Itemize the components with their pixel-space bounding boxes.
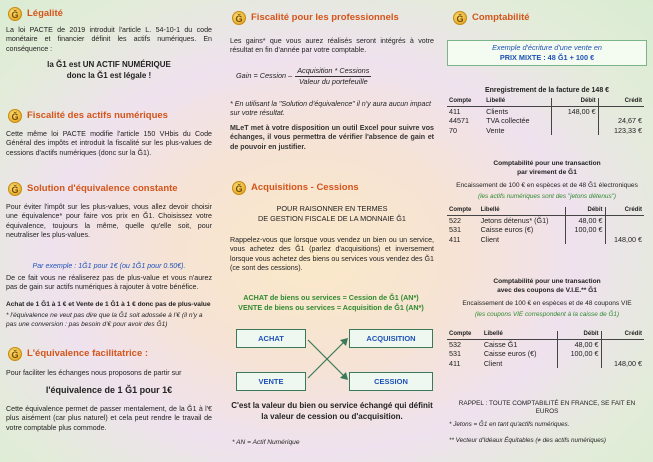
vente-box: VENTE bbox=[236, 372, 306, 391]
solution-example: Par exemple : 1Ğ1 pour 1€ (ou 1Ğ1 pour 0.50€). bbox=[32, 262, 186, 270]
pro-text: Les gains* que vous aurez réalisés seront intégrés à votre résultat en fin d'année par votre comptable. bbox=[230, 37, 434, 55]
pro-heading: Ğ Fiscalité pour les professionnels bbox=[232, 11, 399, 25]
solution-achat: Achat de 1 Ğ1 à 1 € et Vente de 1 Ğ1 à 1 € donc pas de plus-value bbox=[6, 301, 211, 308]
t1-table: Compte Libellé Débit Crédit 411 Clients 148,00 € 44571 TVA collectée 24,67 € 70 Vente 123,33 € bbox=[449, 98, 642, 135]
t1-title: Enregistrement de la facture de 148 € bbox=[484, 87, 610, 94]
g1-coin-icon: Ğ bbox=[8, 347, 22, 361]
column-right bbox=[447, 0, 649, 462]
achat-box: ACHAT bbox=[236, 329, 306, 348]
g1-coin-icon: Ğ bbox=[8, 7, 22, 21]
table-row: 411 Client 148,00 € bbox=[449, 234, 642, 244]
compta-heading: Ğ Comptabilité bbox=[453, 11, 530, 25]
column-left bbox=[6, 0, 214, 462]
legalite-text: La loi PACTE de 2019 introduit l'article L. 54-10-1 du code monétaire et financier définit les actifs numériques. En conséquence : bbox=[6, 26, 212, 53]
rappel-text: RAPPEL : TOUTE COMPTABILITÉ EN FRANCE, SE FAIT EN EUROS bbox=[458, 400, 636, 416]
table-row: 531 Caisse euros (€) 100,00 € bbox=[447, 225, 644, 235]
acq-rules: ACHAT de biens ou services = Cession de Ğ1 (AN*) VENTE de biens ou services = Acquisition de Ğ1 (AN*) bbox=[238, 293, 424, 313]
pro-note: * En utilisant la "Solution d'équivalence" il n'y aura aucun impact sur votre résultat. bbox=[230, 100, 431, 118]
legalite-conclusion: la Ğ1 est UN ACTIF NUMÉRIQUE donc la Ğ1 est légale ! bbox=[47, 60, 171, 81]
gain-formula: Gain = Cession – $\frac{\text{Acquisition * Cessions}}{\text{Valeur du portefeuille}}$ bbox=[236, 66, 370, 86]
acq-heading: Ğ Acquisitions - Cessions bbox=[232, 181, 359, 195]
table-row: 411 Client 148,00 € bbox=[449, 358, 642, 368]
t2-note: (les actifs numériques sont des "jetons détenus") bbox=[477, 193, 617, 200]
t3-table: Compte Libellé Débit Crédit 532 Caisse Ğ1 48,00 € 531 Caisse euros (€) 100,00 € 411 Client 148,00 € bbox=[449, 331, 642, 368]
fiscalite-text: Cette même loi PACTE modifie l'article 150 VHbis du Code Général des impôts et introduit la fiscalité sur les plus-values de cessions d'actifs numériques (donc sur la Ğ1). bbox=[6, 130, 212, 157]
table-row: 44571 TVA collectée 24,67 € bbox=[449, 116, 642, 126]
facil-text: Pour faciliter les échanges nous proposons de partir sur bbox=[6, 369, 182, 377]
t2-title: Comptabilité pour une transaction par virement de Ğ1 bbox=[493, 160, 601, 176]
t2-table: Compte Libellé Débit Crédit 522 Jetons détenus* (Ğ1) 48,00 € 531 Caisse euros (€) 100,00 € 411 Client 148,00 € bbox=[449, 207, 642, 244]
facil-equiv: l'équivalence de 1 Ğ1 pour 1€ bbox=[45, 385, 173, 395]
t2-text: Encaissement de 100 € en espèces et de 48 Ğ1 électroniques bbox=[456, 182, 638, 189]
acquisition-box: ACQUISITION bbox=[349, 329, 433, 348]
table-row: 532 Caisse Ğ1 48,00 € bbox=[447, 339, 644, 349]
facil-text2: Cette équivalence permet de passer mentalement, de la Ğ1 à l'€ plus aisément (car plus naturel) et cela peut rendre le travail de votre comptable plus commode. bbox=[6, 405, 212, 432]
footnote-vie: ** Vecteur d'Idéaux Équitables (≠ des actifs numériques) bbox=[449, 437, 607, 444]
solution-note: * l'équivalence ne veut pas dire que la Ğ1 soit adossée à l'€ (il n'y a pas une conversion : pas besoin d'€ pour avoir des Ğ1) bbox=[6, 312, 203, 328]
facil-heading: Ğ L'équivalence facilitatrice : bbox=[8, 347, 148, 361]
acq-conclusion: C'est la valeur du bien ou service échangé qui définit la valeur de cession ou d'acquisition. bbox=[231, 401, 433, 421]
fiscalite-heading: Ğ Fiscalité des actifs numériques bbox=[8, 109, 168, 123]
solution-text2: De ce fait vous ne réaliserez pas de plus-value et vous n'aurez pas de gain sur actifs numériques à rajouter à votre bénéfice. bbox=[6, 274, 212, 292]
acq-text: Rappelez-vous que lorsque vous vendez un bien ou un service, vous achetez des Ğ1 (parlez d'acquisitions) et inversement lorsque vous achetez des biens ou services vous vendez des Ğ1 (ce sont des cessions). bbox=[230, 236, 434, 273]
g1-coin-icon: Ğ bbox=[453, 11, 467, 25]
g1-coin-icon: Ğ bbox=[232, 11, 246, 25]
acq-subtitle: POUR RAISONNER EN TERMES DE GESTION FISCALE DE LA MONNAIE Ğ1 bbox=[257, 204, 406, 223]
legalite-heading: Ğ Légalité bbox=[8, 7, 63, 21]
exchange-arrows-icon bbox=[306, 338, 350, 382]
t3-title: Comptabilité pour une transaction avec des coupons de V.I.E.** Ğ1 bbox=[493, 278, 601, 294]
g1-coin-icon: Ğ bbox=[8, 109, 22, 123]
table-row: 522 Jetons détenus* (Ğ1) 48,00 € bbox=[447, 215, 644, 225]
footnote-jetons: * Jetons = Ğ1 en tant qu'actifs numériques. bbox=[449, 421, 570, 428]
table-row: 531 Caisse euros (€) 100,00 € bbox=[447, 349, 644, 359]
solution-heading: Ğ Solution d'équivalence constante bbox=[8, 182, 178, 196]
g1-coin-icon: Ğ bbox=[232, 181, 246, 195]
example-box: Exemple d'écriture d'une vente en PRIX MIXTE : 48 Ğ1 + 100 € bbox=[447, 40, 647, 66]
an-note: * AN = Actif Numérique bbox=[232, 439, 300, 446]
table-row: 411 Clients 148,00 € bbox=[447, 106, 644, 116]
t3-text: Encaissement de 100 € en espèces et de 48 coupons VIE bbox=[462, 300, 632, 307]
solution-text: Pour éviter l'impôt sur les plus-values, vous allez devoir choisir une équivalence* pour faire vos prix en Ğ1. Choisissez votre équivalence, toujours la même, quelle qu'elle soit, pour neutraliser les plus-values. bbox=[6, 203, 212, 240]
table-row: 70 Vente 123,33 € bbox=[449, 125, 642, 135]
cession-box: CESSION bbox=[349, 372, 433, 391]
mlet-text: MLeT met à votre disposition un outil Excel pour suivre vos échanges, il vous permettra de vérifier l'absence de gain et de pouvoir en justifier. bbox=[230, 124, 434, 151]
t3-note: (les coupons VIE correspondent à la caisse de Ğ1) bbox=[474, 311, 620, 318]
column-middle bbox=[226, 0, 436, 462]
g1-coin-icon: Ğ bbox=[8, 182, 22, 196]
